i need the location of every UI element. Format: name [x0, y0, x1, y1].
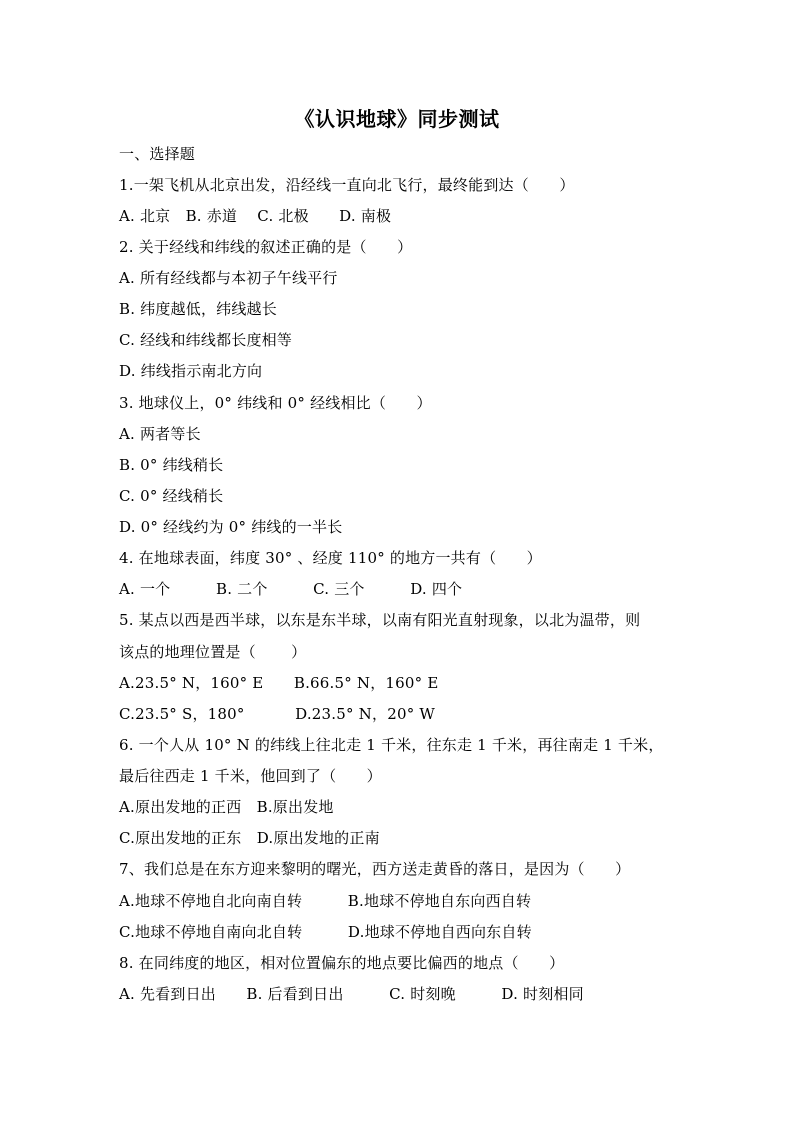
question-4-stem: 4. 在地球表面，纬度 30° 、经度 110° 的地方一共有（ ） [119, 549, 542, 567]
question-7-stem: 7、我们总是在东方迎来黎明的曙光，西方送走黄昏的落日，是因为（ ） [119, 860, 631, 878]
question-2-option-d: D. 纬线指示南北方向 [119, 362, 263, 380]
question-3-option-d: D. 0° 经线约为 0° 纬线的一半长 [119, 518, 343, 536]
question-5-stem-line-1: 5. 某点以西是西半球，以东是东半球，以南有阳光直射现象，以北为温带，则 [119, 611, 641, 629]
question-8-stem: 8. 在同纬度的地区，相对位置偏东的地点要比偏西的地点（ ） [119, 954, 565, 972]
question-2-option-c: C. 经线和纬线都长度相等 [119, 331, 293, 349]
question-6-stem-line-2: 最后往西走 1 千米，他回到了（ ） [119, 767, 382, 785]
question-1-options: A. 北京 B. 赤道 C. 北极 D. 南极 [119, 207, 392, 225]
question-2-stem: 2. 关于经线和纬线的叙述正确的是（ ） [119, 238, 413, 256]
question-5-stem-line-2: 该点的地理位置是（ ） [119, 643, 307, 661]
question-7-options-ab: A.地球不停地自北向南自转 B.地球不停地自东向西自转 [119, 892, 532, 910]
question-1-stem: 1.一架飞机从北京出发，沿经线一直向北飞行，最终能到达（ ） [119, 176, 575, 194]
page-title: 《认识地球》同步测试 [294, 107, 500, 131]
question-3-option-a: A. 两者等长 [119, 425, 201, 443]
question-6-stem-line-1: 6. 一个人从 10° N 的纬线上往北走 1 千米，往东走 1 千米，再往南走 1 千米， [119, 736, 664, 754]
question-3-option-b: B. 0° 纬线稍长 [119, 456, 224, 474]
question-2-option-a: A. 所有经线都与本初子午线平行 [119, 269, 338, 287]
question-3-option-c: C. 0° 经线稍长 [119, 487, 224, 505]
question-4-options: A. 一个 B. 二个 C. 三个 D. 四个 [119, 580, 463, 598]
section-heading: 一、选择题 [119, 145, 196, 163]
question-5-options-ab: A.23.5° N，160° E B.66.5° N，160° E [119, 674, 439, 692]
question-7-options-cd: C.地球不停地自南向北自转 D.地球不停地自西向东自转 [119, 923, 532, 941]
question-5-options-cd: C.23.5° S，180° D.23.5° N，20° W [119, 705, 435, 723]
question-6-options-ab: A.原出发地的正西 B.原出发地 [119, 798, 334, 816]
question-6-options-cd: C.原出发地的正东 D.原出发地的正南 [119, 829, 380, 847]
question-3-stem: 3. 地球仪上，0° 纬线和 0° 经线相比（ ） [119, 394, 432, 412]
question-2-option-b: B. 纬度越低，纬线越长 [119, 300, 277, 318]
question-8-options: A. 先看到日出 B. 后看到日出 C. 时刻晚 D. 时刻相同 [119, 985, 584, 1003]
